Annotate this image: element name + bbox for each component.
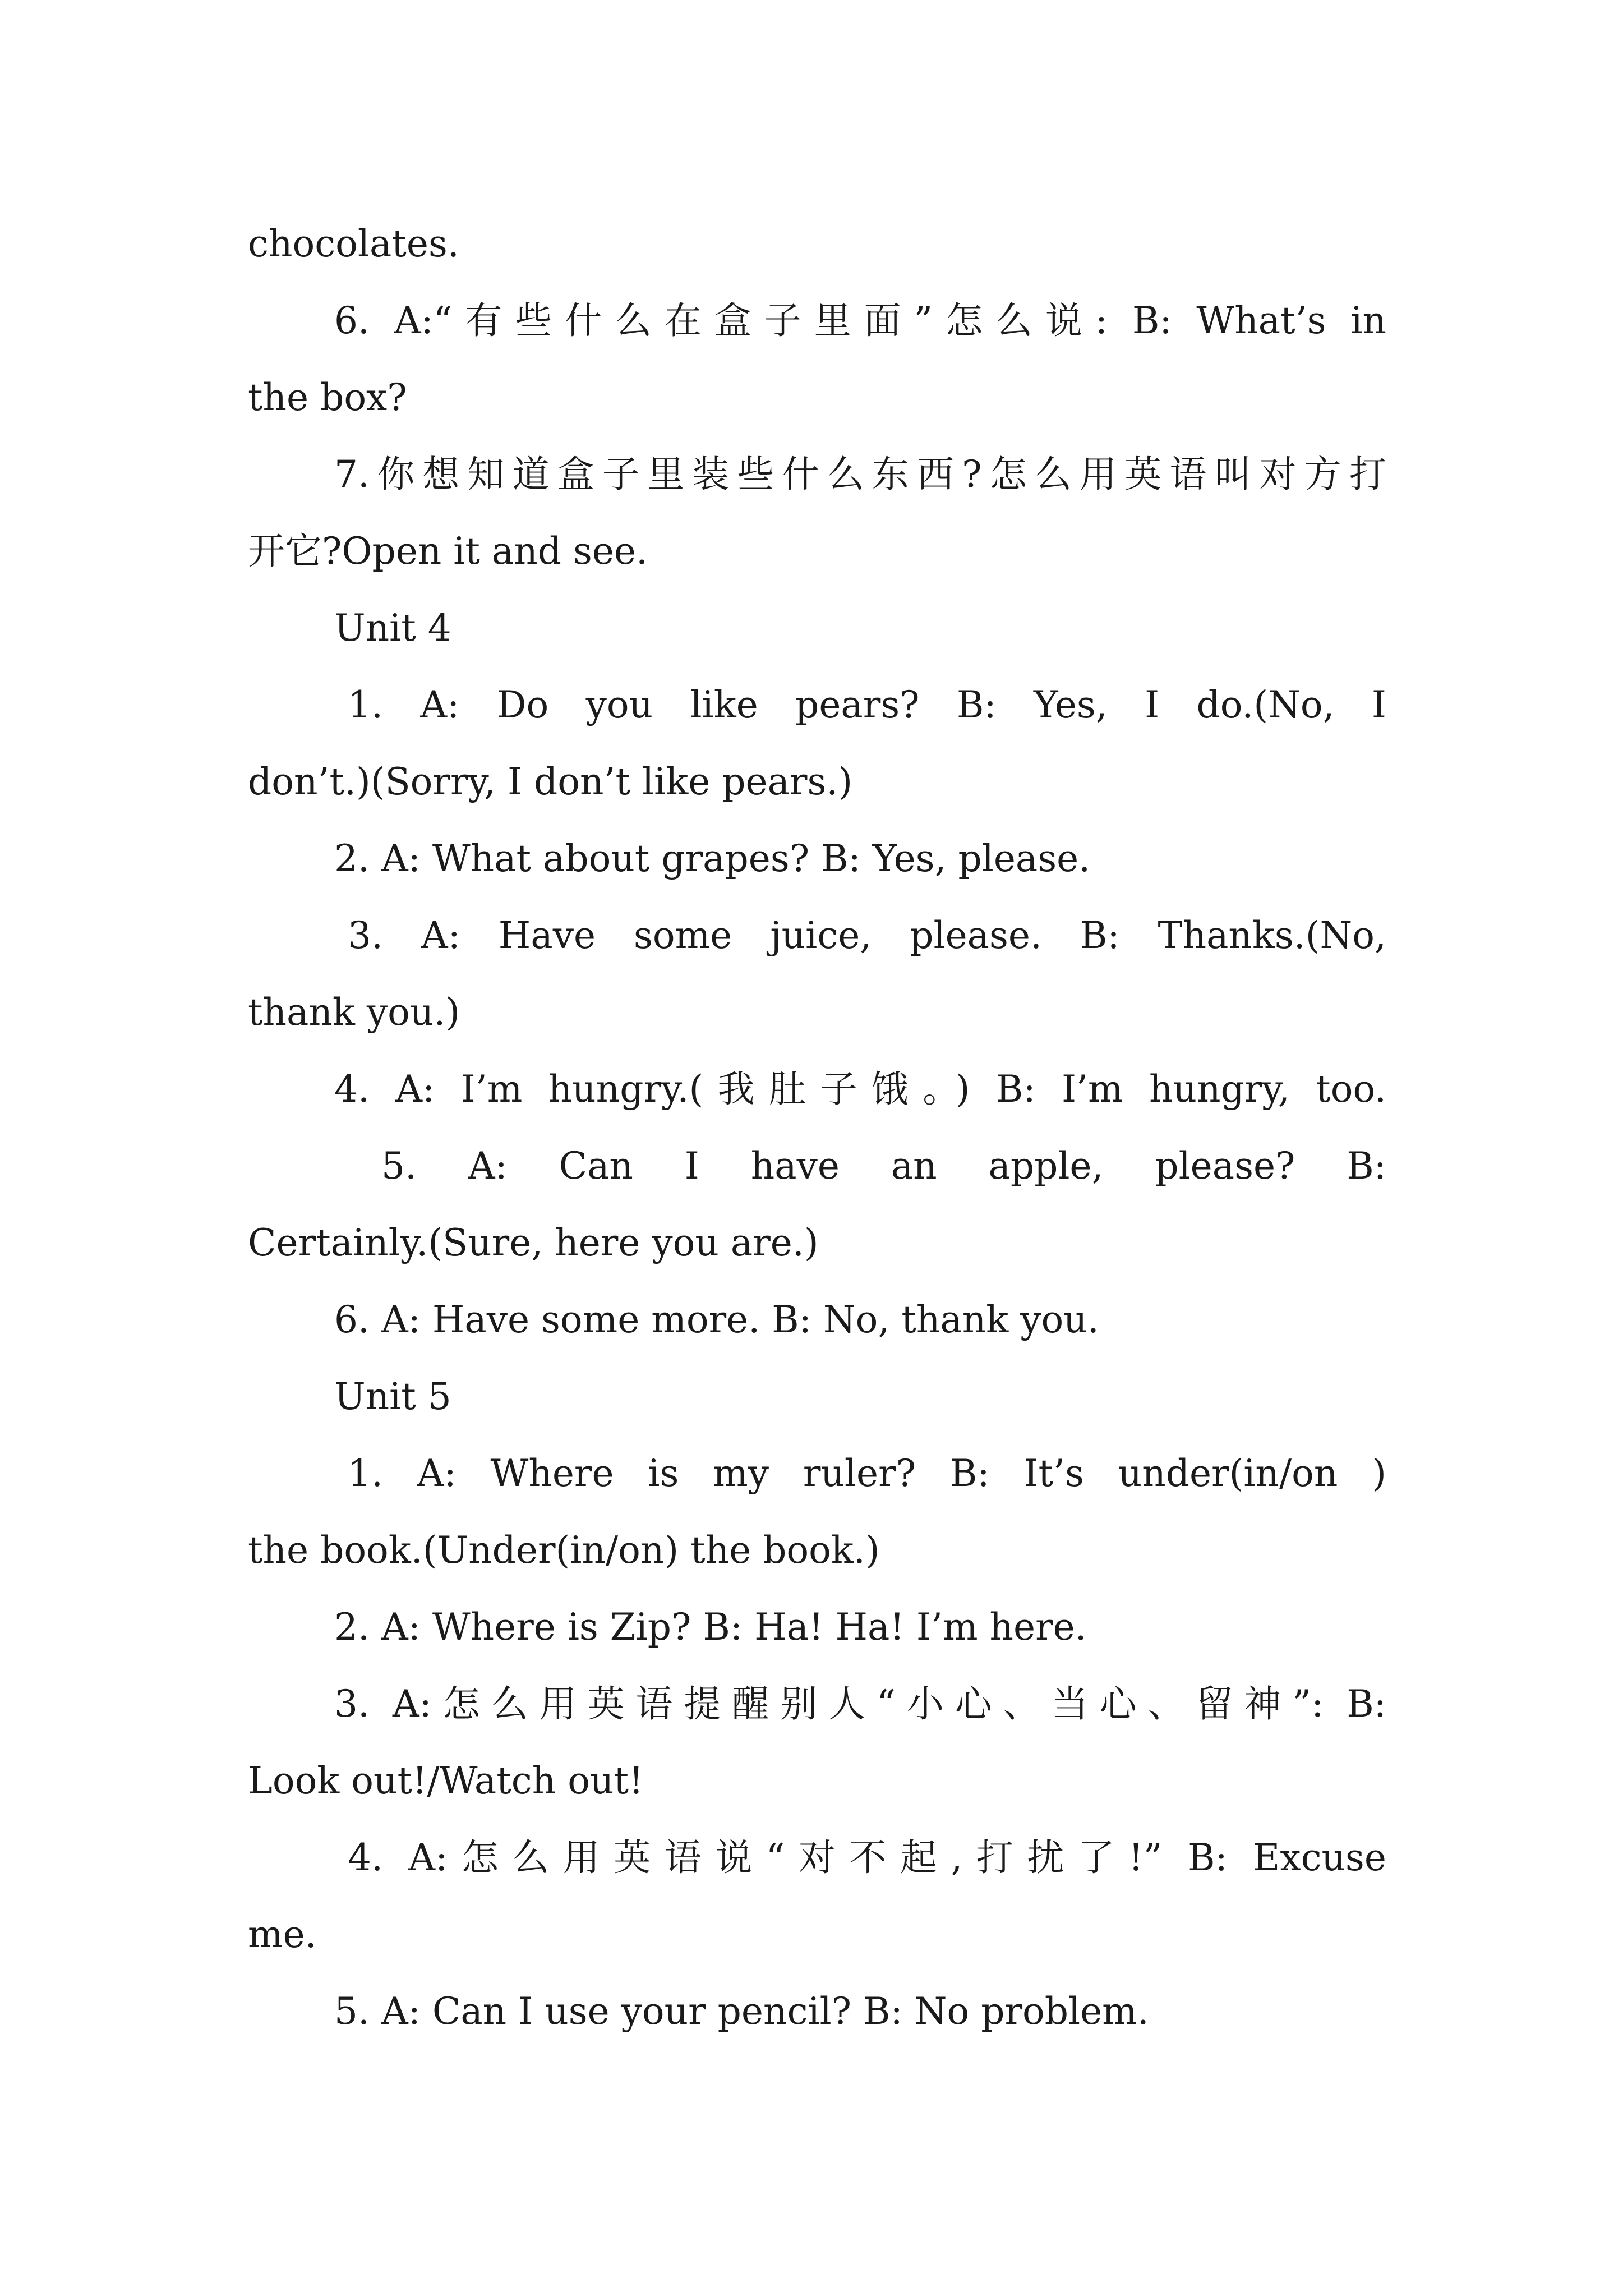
- text-line: 1. A: Where is my ruler? B: It’s under(in/on ): [348, 1452, 1386, 1495]
- section-heading: Unit 5: [334, 1375, 451, 1418]
- text-line: 4. A:怎么用英语说“对不起,打扰了!” B: Excuse: [348, 1836, 1386, 1879]
- text-line: 5. A: Can I have an apple, please? B:: [381, 1144, 1386, 1188]
- text-line: me.: [248, 1913, 317, 1956]
- text-line: 1. A: Do you like pears? B: Yes, I do.(No, I: [348, 683, 1386, 726]
- text-line: Look out!/Watch out!: [248, 1759, 644, 1802]
- text-line: the book.(Under(in/on) the book.): [248, 1529, 880, 1572]
- text-line: 4. A: I’m hungry.(我肚子饿。) B: I’m hungry, too.: [334, 1068, 1386, 1111]
- text-line: 5. A: Can I use your pencil? B: No problem.: [334, 1990, 1149, 2033]
- text-line: chocolates.: [248, 222, 459, 265]
- text-line: 开它?Open it and see.: [248, 530, 648, 573]
- section-heading: Unit 4: [334, 606, 451, 650]
- text-line: thank you.): [248, 991, 460, 1034]
- text-line: 2. A: Where is Zip? B: Ha! Ha! I’m here.: [334, 1605, 1087, 1649]
- text-line: 3. A: Have some juice, please. B: Thanks.(No,: [348, 914, 1386, 957]
- text-line: 2. A: What about grapes? B: Yes, please.: [334, 837, 1091, 880]
- text-line: 6. A:“有些什么在盒子里面”怎么说: B: What’s in: [334, 299, 1386, 342]
- text-line: don’t.)(Sorry, I don’t like pears.): [248, 760, 853, 803]
- text-line: 6. A: Have some more. B: No, thank you.: [334, 1298, 1099, 1341]
- text-line: the box?: [248, 376, 407, 419]
- text-line: 7.你想知道盒子里装些什么东西?怎么用英语叫对方打: [334, 453, 1386, 496]
- text-line: 3. A:怎么用英语提醒别人“小心、当心、留神”: B:: [334, 1682, 1386, 1726]
- text-line: Certainly.(Sure, here you are.): [248, 1221, 819, 1264]
